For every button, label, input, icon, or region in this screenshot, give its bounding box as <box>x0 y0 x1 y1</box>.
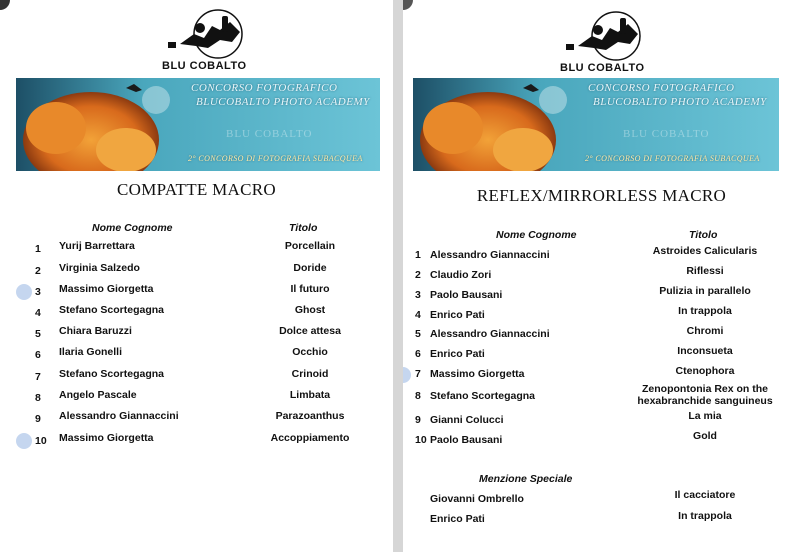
diver-logo-icon <box>160 4 270 62</box>
photo-title: Il futuro <box>290 283 330 295</box>
entrant-name: Stefano Scortegagna <box>59 368 165 380</box>
row-number: 4 <box>415 309 421 321</box>
entrant-name: Yurij Barrettara <box>59 240 135 252</box>
banner-line-1: CONCORSO FOTOGRAFICO <box>588 82 735 94</box>
row-number: 4 <box>35 307 41 319</box>
row-number: 10 <box>35 435 47 447</box>
entrant-name: Angelo Pascale <box>59 389 137 401</box>
row-number: 2 <box>415 269 421 281</box>
photo-title: Ctenophora <box>675 365 735 377</box>
row-number: 5 <box>415 328 421 340</box>
entrant-name: Virginia Salzedo <box>59 262 140 274</box>
row-number: 6 <box>35 349 41 361</box>
column-header-name: Nome Cognome <box>496 229 577 241</box>
photo-title: La mia <box>688 410 722 422</box>
entrant-name: Claudio Zori <box>430 269 492 281</box>
column-header-title: Titolo <box>289 222 318 234</box>
banner-watermark: BLU COBALTO <box>623 128 710 140</box>
photo-title: Pulizia in parallelo <box>659 285 751 297</box>
highlight-dot <box>403 367 411 383</box>
photo-title: Riflessi <box>686 265 724 277</box>
row-number: 8 <box>415 390 421 402</box>
row-number: 7 <box>35 371 41 383</box>
entrant-name: Alessandro Giannaccini <box>430 328 550 340</box>
photo-title: Crinoid <box>291 368 329 380</box>
row-number: 1 <box>35 243 41 255</box>
photo-title: Limbata <box>289 389 331 401</box>
banner-line-3: 2° CONCORSO DI FOTOGRAFIA SUBACQUEA <box>585 154 760 163</box>
photo-title: Doride <box>293 262 327 274</box>
photo-title: Zenopontonia Rex on the hexabranchide sanguineus <box>637 383 773 407</box>
category-title: REFLEX/MIRRORLESS MACRO <box>476 186 727 205</box>
entrant-name: Ilaria Gonelli <box>59 346 123 358</box>
banner-line-3: 2° CONCORSO DI FOTOGRAFIA SUBACQUEA <box>188 154 363 163</box>
logo-text: BLU COBALTO <box>560 62 645 74</box>
entrant-name: Enrico Pati <box>430 309 485 321</box>
photo-title: Chromi <box>686 325 724 337</box>
highlight-dot <box>16 433 32 449</box>
row-number: 3 <box>415 289 421 301</box>
entrant-name: Massimo Giorgetta <box>430 368 525 380</box>
row-number: 6 <box>415 348 421 360</box>
banner-line-2: BLUCOBALTO PHOTO ACADEMY <box>593 96 767 108</box>
page-corner <box>0 0 10 10</box>
photo-title: Ghost <box>294 304 326 316</box>
column-header-name: Nome Cognome <box>92 222 173 234</box>
category-title: COMPATTE MACRO <box>117 180 276 199</box>
photo-title: Parazoanthus <box>275 410 345 422</box>
page-corner <box>403 0 413 10</box>
special-mention-heading: Menzione Speciale <box>479 473 573 485</box>
page-gap <box>393 0 403 552</box>
right-page <box>403 0 800 552</box>
entrant-name: Massimo Giorgetta <box>59 432 154 444</box>
row-number: 2 <box>35 265 41 277</box>
row-number: 9 <box>415 414 421 426</box>
photo-title: Porcellain <box>284 240 336 252</box>
row-number: 7 <box>415 368 421 380</box>
photo-title: Astroides Calicularis <box>652 245 758 257</box>
photo-title: Accoppiamento <box>270 432 350 444</box>
banner-line-1: CONCORSO FOTOGRAFICO <box>191 82 338 94</box>
contest-banner <box>413 78 779 171</box>
entrant-name: Alessandro Giannaccini <box>59 410 179 422</box>
entrant-name: Alessandro Giannaccini <box>430 249 550 261</box>
row-number: 5 <box>35 328 41 340</box>
photo-title: Dolce attesa <box>279 325 341 337</box>
diver-logo-icon <box>558 6 668 64</box>
banner-line-2: BLUCOBALTO PHOTO ACADEMY <box>196 96 370 108</box>
photo-title: Gold <box>693 430 717 442</box>
row-number: 1 <box>415 249 421 261</box>
entrant-name: Enrico Pati <box>430 348 485 360</box>
special-entrant-name: Giovanni Ombrello <box>430 493 524 505</box>
special-photo-title: In trappola <box>678 510 732 522</box>
special-entrant-name: Enrico Pati <box>430 513 485 525</box>
blu-cobalto-logo <box>558 6 668 76</box>
photo-title: In trappola <box>678 305 732 317</box>
row-number: 3 <box>35 286 41 298</box>
entrant-name: Stefano Scortegagna <box>59 304 165 316</box>
photo-title: Occhio <box>292 346 328 358</box>
entrant-name: Gianni Colucci <box>430 414 504 426</box>
photo-title: Inconsueta <box>677 345 733 357</box>
logo-text: BLU COBALTO <box>162 60 247 72</box>
column-header-title: Titolo <box>689 229 718 241</box>
row-number: 8 <box>35 392 41 404</box>
entrant-name: Paolo Bausani <box>430 434 503 446</box>
entrant-name: Stefano Scortegagna <box>430 390 536 402</box>
special-photo-title: Il cacciatore <box>674 489 736 501</box>
banner-watermark: BLU COBALTO <box>226 128 313 140</box>
entrant-name: Chiara Baruzzi <box>59 325 132 337</box>
row-number: 9 <box>35 413 41 425</box>
left-page <box>0 0 393 552</box>
blu-cobalto-logo <box>160 4 270 74</box>
entrant-name: Massimo Giorgetta <box>59 283 154 295</box>
row-number: 10 <box>415 434 427 446</box>
contest-banner <box>16 78 380 171</box>
highlight-dot <box>16 284 32 300</box>
entrant-name: Paolo Bausani <box>430 289 503 301</box>
